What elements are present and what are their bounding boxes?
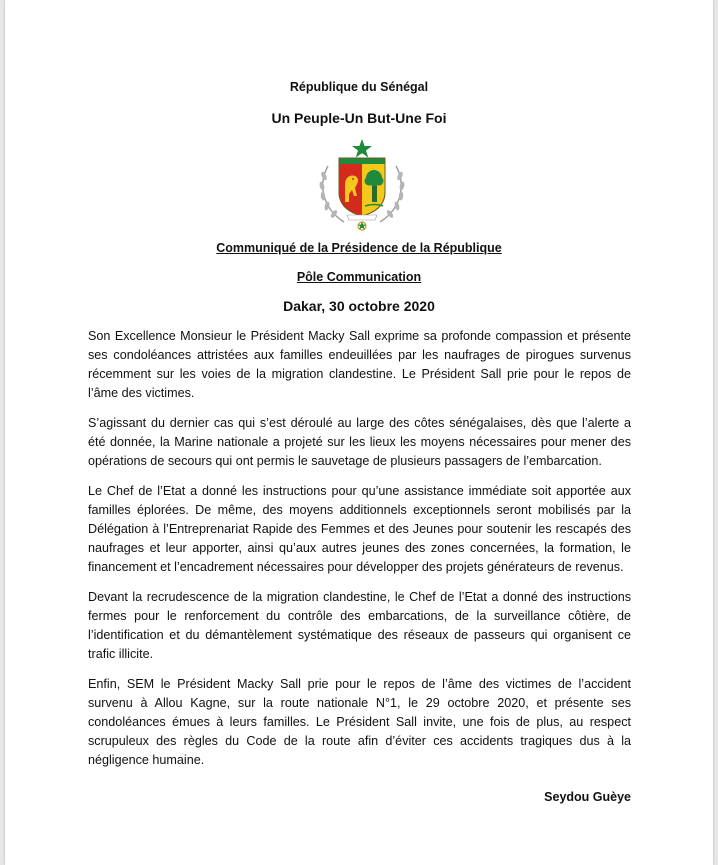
date-line: Dakar, 30 octobre 2020	[283, 298, 435, 314]
document-page	[5, 0, 713, 865]
paragraph: Enfin, SEM le Président Macky Sall prie pour le repos de l’âme des victimes de l’accident survenu à Allou Kagne, sur la route nationale N°1, le 29 octobre 2020, et présente ses condoléances émues à leurs familles. Le Président Sall invite, une fois de plus, au respect scrupuleux des règles du Code de la route afin d’éviter ces accidents tragiques dus à la négligence humaine.	[88, 676, 631, 767]
paragraph: Le Chef de l’Etat a donné les instructions pour qu’une assistance immédiate soit apportée aux familles éplorées. De même, des moyens additionnels exceptionnels seront mobilisés par la Délégation à l’Entreprenariat Rapide des Femmes et des Jeunes pour soutenir les rescapés des naufrages et leur apporter, ainsi qu’aux autres jeunes des zones concernées, la formation, le financement et l’encadrement nécessaires pour développer des projets générateurs de revenus.	[88, 483, 631, 575]
country-name: République du Sénégal	[289, 80, 429, 94]
signature: Seydou Guèye	[544, 790, 631, 804]
pole-title: Pôle Communication	[296, 270, 422, 284]
senegal-coat-of-arms-icon	[314, 136, 410, 234]
communique-body	[88, 327, 631, 780]
paragraph: S’agissant du dernier cas qui s’est déroulé au large des côtes sénégalaises, dès que l’alerte a été donnée, la Marine nationale a projeté sur les lieux les moyens nécessaires pour mener des opérations de secours qui ont permis le sauvetage de plusieurs passagers de l’embarcation.	[88, 415, 631, 469]
paragraph: Devant la recrudescence de la migration clandestine, le Chef de l’Etat a donné des instructions fermes pour le renforcement du contrôle des embarcations, de la surveillance côtière, de l’identification et du démantèlement systématique des réseaux de passeurs qui organisent ce trafic illicite.	[88, 589, 631, 661]
communique-title: Communiqué de la Présidence de la République	[216, 241, 502, 255]
paragraph: Son Excellence Monsieur le Président Macky Sall exprime sa profonde compassion et présente ses condoléances attristées aux familles endeuillées par les naufrages de pirogues survenus récemment sur les voies de la migration clandestine. Le Président Sall prie pour le repos de l’âme des victimes.	[88, 329, 631, 401]
national-motto: Un Peuple-Un But-Une Foi	[271, 110, 447, 126]
